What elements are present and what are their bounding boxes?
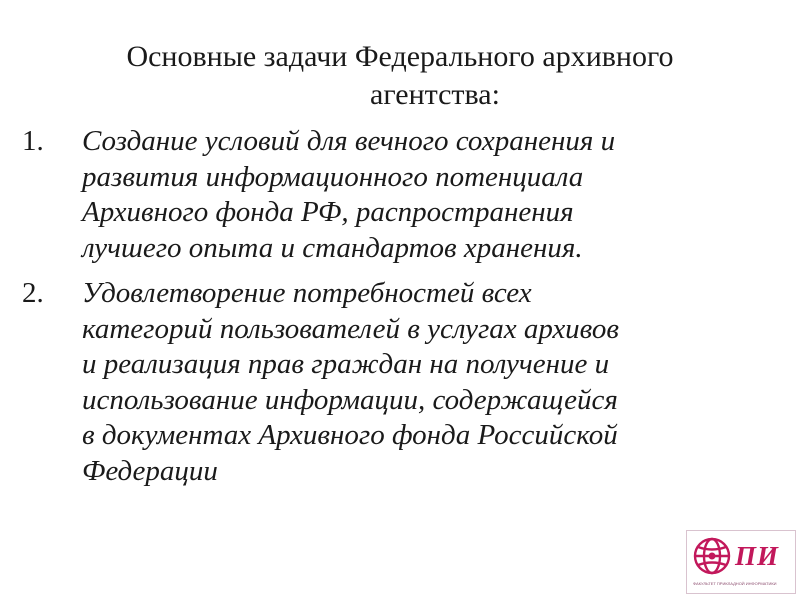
list-item-line: в документах Архивного фонда Российской bbox=[82, 419, 618, 451]
list-item-line: и реализация прав граждан на получение и bbox=[82, 348, 610, 380]
list-item-line: категорий пользователей в услугах архивов bbox=[82, 312, 619, 345]
logo-caption: ФАКУЛЬТЕТ ПРИКЛАДНОЙ ИНФОРМАТИКИ bbox=[693, 581, 777, 586]
list-item-line: использование информации, содержащейся bbox=[82, 383, 618, 416]
list-item-line: развития информационного потенциала bbox=[82, 160, 584, 193]
list-item-line: Архивного фонда РФ, распространения bbox=[82, 196, 574, 228]
faculty-logo bbox=[686, 530, 796, 594]
list-item-number: 1. bbox=[22, 125, 44, 157]
list-item-line: Удовлетворение потребностей всех bbox=[82, 277, 532, 309]
slide-title bbox=[0, 38, 800, 114]
globe-icon bbox=[687, 531, 737, 581]
list-item-number: 2. bbox=[22, 277, 44, 309]
logo-letters: ПИ bbox=[735, 541, 780, 571]
list-item bbox=[22, 276, 762, 489]
title-line-2: агентства: bbox=[370, 78, 500, 111]
tasks-list bbox=[22, 124, 762, 499]
list-item bbox=[22, 124, 762, 266]
list-item-line: Создание условий для вечного сохранения и bbox=[82, 125, 616, 157]
list-item-line: лучшего опыта и стандартов хранения. bbox=[82, 231, 583, 264]
list-item-line: Федерации bbox=[82, 454, 218, 487]
title-line-1: Основные задачи Федерального архивного bbox=[126, 40, 674, 73]
